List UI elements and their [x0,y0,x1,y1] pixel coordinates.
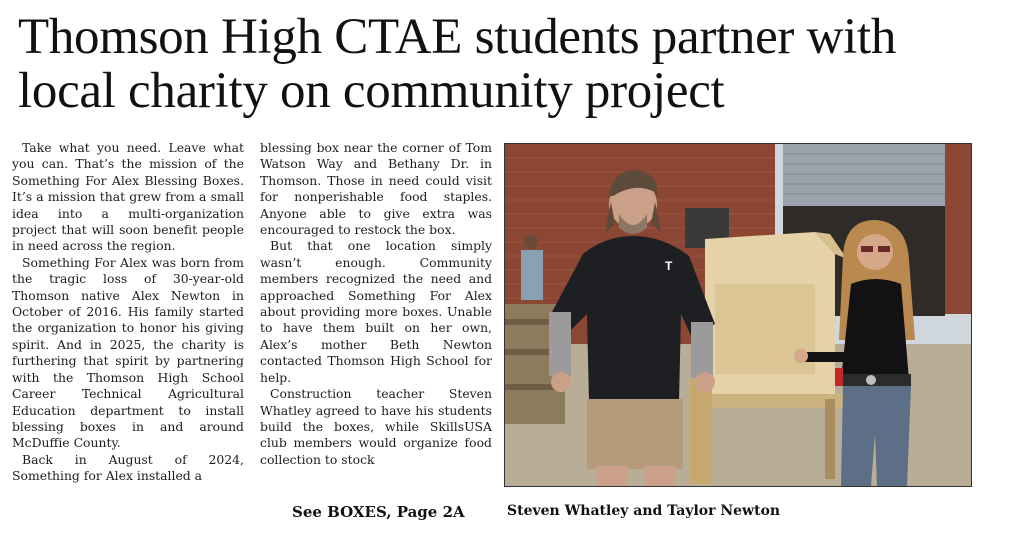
article-photo [504,143,972,487]
paragraph: Something For Alex was born from the tragic loss of 30-year-old Thomson native Alex Newton in October of 2016. His family started the organization to honor his giving spirit. And in 2025, the charity is furthering that spirit by partnering with the Thomson High School Career Technical Agricultural Education department to install blessing boxes in and around McDuffie County. [12,254,244,451]
paragraph: Back in August of 2024, Something for Alex installed a [12,451,244,484]
paragraph: Construction teacher Steven Whatley agreed to have his students build the boxes, while SkillsUSA club members would organize food collection to stock [260,386,492,467]
headline: Thomson High CTAE students partner with local charity on community project [18,9,897,119]
photo-caption: Steven Whatley and Taylor Newton [507,503,781,519]
paragraph: But that one location simply wasn’t enough. Community members recognized the need and approached Something For Alex about providing more boxes. Unable to have them built on her own, Alex’s mother Beth Newton contacted Thomson High School for help. [260,238,492,385]
paragraph: blessing box near the corner of Tom Watson Way and Bethany Dr. in Thomson. Those in need could visit for nonperishable food staples. Anyone able to give extra was encouraged to restock the box. [260,140,492,238]
article-column-1 [12,140,244,485]
jump-line: See BOXES, Page 2A [292,503,465,521]
article-column-2 [260,140,492,468]
photo-illustration [505,144,971,486]
shirt-logo: T [665,259,673,273]
paragraph: Take what you need. Leave what you can. That’s the mission of the Something For Alex Blessing Boxes. It’s a mission that grew from a small idea into a multi-organization project that will soon benefit people in need across the region. [12,140,244,254]
